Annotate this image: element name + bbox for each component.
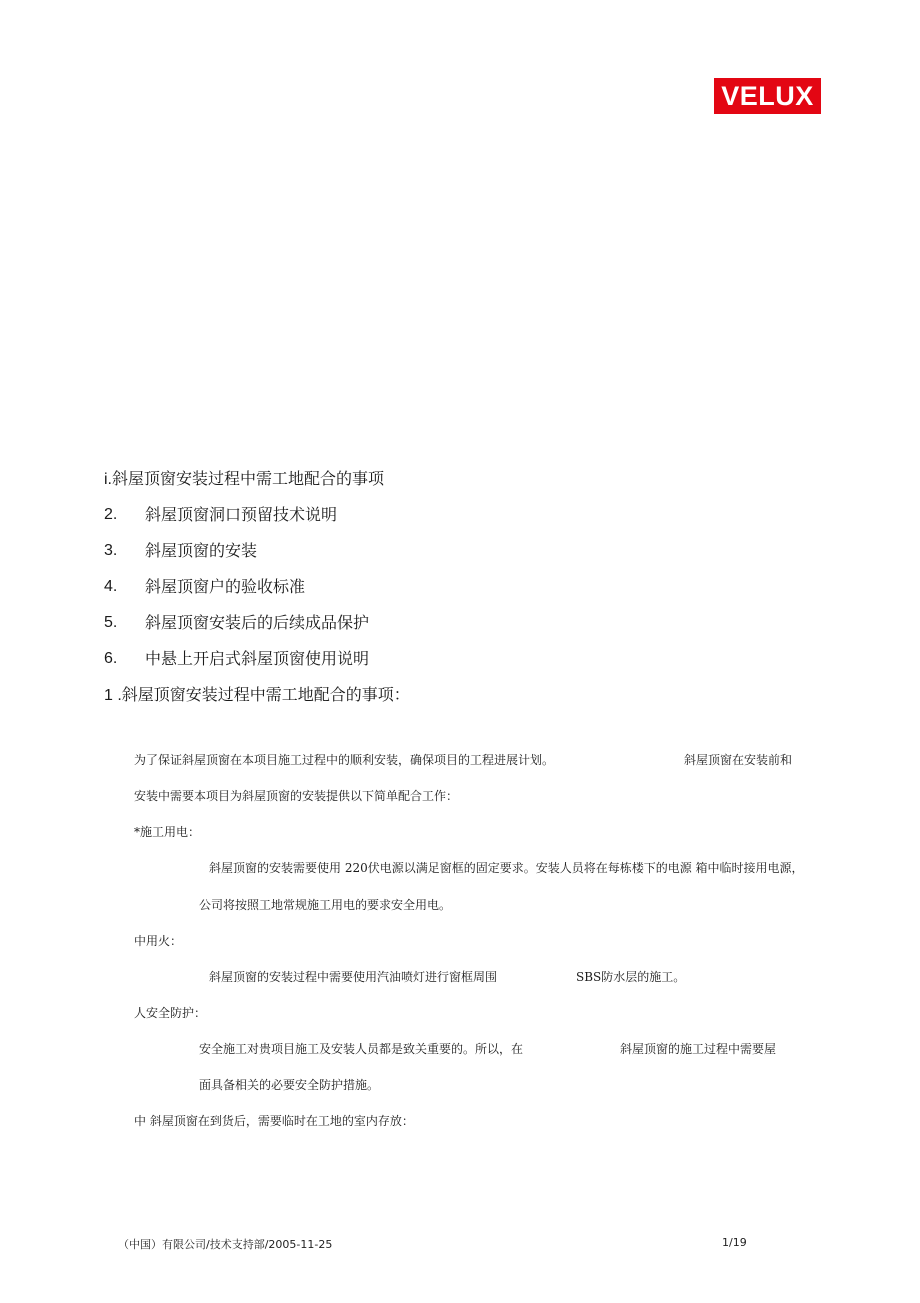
toc-item-text: 斜屋顶窗安装后的后续成品保护 (145, 613, 370, 632)
toc-item-number: 4. (104, 578, 118, 595)
safety-heading: 人安全防护： (134, 1006, 207, 1020)
toc-item-text: 斜屋顶窗的安装 (145, 541, 258, 560)
safety-line-b: 斜屋顶窗的施工过程中需要屋 (620, 1042, 777, 1056)
toc-item-text: 斜屋顶窗户的验收标准 (145, 577, 306, 596)
toc-item-6 (104, 641, 824, 677)
fire-line-a: 斜屋顶窗的安装过程中需要使用汽油喷灯进行窗框周围 (209, 970, 498, 984)
power-line-a: 斜屋顶窗的安装需要使用 220伏电源以满足窗框的固定要求。安装人员将在每栋楼下的电源 箱中临时接用电源， (209, 861, 804, 875)
toc-item-text: 斜屋顶窗安装过程中需工地配合的事项 (112, 469, 385, 488)
toc-item-3 (104, 533, 824, 569)
table-of-contents (104, 461, 824, 713)
toc-item-number: i. (104, 471, 112, 488)
toc-item-number: 5. (104, 614, 118, 631)
toc-item-4 (104, 569, 824, 605)
safety-line-a: 安全施工对贵项目施工及安装人员都是致关重要的。所以，在 (199, 1042, 524, 1056)
velux-logo: VELUX (714, 78, 821, 114)
section-heading (104, 677, 824, 713)
storage-line: 中 斜屋顶窗在到货后，需要临时在工地的室内存放： (134, 1114, 414, 1128)
power-heading: *施工用电： (134, 825, 201, 839)
power-line-b: 公司将按照工地常规施工用电的要求安全用电。 (199, 898, 452, 912)
toc-item-5 (104, 605, 824, 641)
intro-line-c: 安装中需要本项目为斜屋顶窗的安装提供以下简单配合工作： (134, 789, 459, 803)
toc-item-text: 中悬上开启式斜屋顶窗使用说明 (145, 649, 370, 668)
intro-line-b: 斜屋顶窗在安装前和 (684, 753, 793, 767)
toc-item-text: 斜屋顶窗洞口预留技术说明 (145, 505, 338, 524)
section-heading-text: 斜屋顶窗安装过程中需工地配合的事项： (121, 685, 410, 704)
section-heading-number: 1 . (104, 687, 122, 704)
intro-line-a: 为了保证斜屋顶窗在本项目施工过程中的顺利安装，确保项目的工程进展计划。 (134, 753, 555, 767)
footer-page-number: 1/19 (722, 1236, 747, 1249)
toc-item-number: 3. (104, 542, 118, 559)
footer-company: （中国）有限公司/技术支持部/2005-11-25 (118, 1238, 333, 1251)
toc-item-2 (104, 497, 824, 533)
toc-item-number: 2. (104, 506, 118, 523)
toc-item-1 (104, 461, 824, 497)
toc-item-number: 6. (104, 650, 118, 667)
safety-line-c: 面具备相关的必要安全防护措施。 (199, 1078, 380, 1092)
fire-line-b: SBS防水层的施工。 (576, 970, 686, 984)
fire-heading: 中用火： (134, 934, 183, 948)
